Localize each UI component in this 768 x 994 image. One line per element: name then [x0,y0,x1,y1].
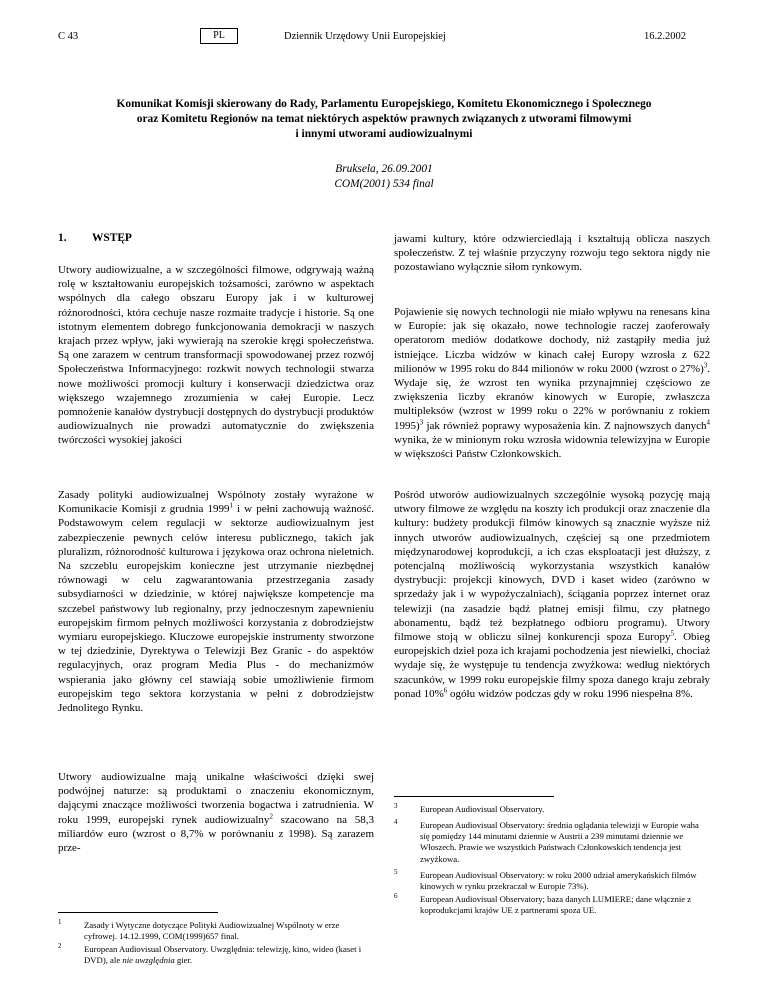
paragraph: Utwory audiowizualne, a w szczególności filmowe, odgrywają ważną rolę w kształtowaniu europejskich tożsamości, zarówno w aspektach wspólnych dla całego obszaru Europy jak i w kulturowej różnorodności, która cechuje nasze rozmaite tradycje i historie. Są one istotnym elementem dobrego funkcjonowania demokracji w naszych krajach przez wpływ, jaki wywierają na szerokie kręgi społeczeństwa. Są one zarazem w centrum transformacji spowodowanej przez rozwój Społeczeństwa Informacyjnego: rozkwit nowych technologii stwarza nowe możliwości promocji kultury i konserwacji dziedzictwa oraz większego wzajemnego zrozumienia w całej Europie. Lecz pomnożenie kanałów dystrybucji dostępnych do dystrybucji produktów audiowizualnych nie prowadzi automatycznie do zwiększenia twórczości wysokiej jakości [58,264,374,447]
document-reference: COM(2001) 534 final [334,178,434,190]
footnote: 3 European Audiovisual Observatory. [394,802,545,814]
footnote: 5 European Audiovisual Observatory: w roku 2000 udział amerykańskich filmów kinowych w rynku przekraczał w Europie 73%). [394,868,697,892]
footnote-separator [394,796,554,797]
place-date: Bruksela, 26.09.2001 [335,163,433,175]
footnote: 6 European Audiovisual Observatory; baza danych LUMIERE; dane włącznie z koprodukcjami krajów UE z partnerami spoza UE. [394,892,692,916]
paragraph: Pojawienie się nowych technologii nie miało wpływu na renesans kina w Europie: jak się okazało, nowe technologie raczej zaoferowały operatorom mediów dodatkowe dochody, niż zastąpiły media już istniejące. Liczba widzów w kinach całej Europy wzrosła z 622 milionów w 1995 roku do 844 milionów w roku 2000 (wzrost o 27%)$^3$. Wydaje się, że wzrost ten wynika przynajmniej częściowo ze zwiększenia liczby ekranów kinowych w Europie, zwłaszcza multipleksów (wzrost w 1999 roku o 22% w porównaniu z rokiem 1995)$^3$ jak również poprawy wyposażenia kin. Z najnowszych danych$^4$ wynika, że w minionym roku wzrosła widownia telewizyjna w Europie w większości Państw Członkowskich. [394,306,710,461]
footnote-ref: 2 [269,811,273,820]
footnote: 4 European Audiovisual Observatory: średnia oglądania telewizji w Europie waha się pomiędzy 144 minutami dziennie w Austrii a 239 minutami dziennie we Włoszech. Prawie we wszystkich Państwach Członkowskich tendencja jest zwyżkowa. [394,818,699,864]
section-title: WSTĘP [92,232,132,244]
paragraph: jawami kultury, które odzwierciedlają i kształtują oblicza naszych społeczeństw. Z tej właśnie przyczyny rozwoju tego sektora nigdy nie pozostawiano wyłącznie siłom rynkowym. [394,233,710,274]
language-code: PL [200,28,238,44]
page-number: C 43 [58,31,79,42]
title-line: oraz Komitetu Regionów na temat niektórych aspektów prawnych związanych z utworami filmowymi [136,113,632,125]
paragraph: Zasady polityki audiowizualnej Wspólnoty zostały wyrażone w Komunikacie Komisji z grudnia 1999$^1$ i w pełni zachowują ważność. Podstawowym celem regulacji w sektorze audiowizualnym jest zabezpieczenie pewnych celów interesu publicznego, takich jak pluralizm, różnorodność kulturowa i językowa oraz ochrona nieletnich. Na szczeblu europejskim konieczne jest utrzymanie niezbędnej równowagi w celu zagwarantowania przestrzegania zasady subsydiarności w dziedzinie, w której największe kompetencje ma szczebel państwowy lub regionalny, przy jednoczesnym zapewnieniu europejskim firmom pełnych możliwości korzystania z dobrodziejstw wymiaru europejskiego. Kluczowe europejskie instrumenty stworzone w tej dziedzinie, Dyrektywa o Telewizji Bez Granic - do aspektów regulacyjnych, oraz program Media Plus - do mechanizmów wspierania jako główny cel stawiają sobie umożliwienie firmom europejskim tego sektora korzystania w pełni z dobrodziejstw Jednolitego Rynku. [58,489,374,715]
title-line: i innymi utworami audiowizualnymi [295,128,473,140]
title-line: Komunikat Komisji skierowany do Rady, Parlamentu Europejskiego, Komitetu Ekonomicznego i Społecznego [116,98,652,110]
paragraph: Pośród utworów audiowizualnych szczególnie wysoką pozycję mają utwory filmowe ze względu na koszty ich produkcji oraz znaczenie dla kultury: budżety produkcji filmów kinowych są znacznie wyższe niż innych utworów audiowizualnych, częściej są one przedmiotem międzynarodowej koprodukcji, a ich czas eksploatacji jest dłuższy, z potencjalną możliwością wykorzystania wszystkich kanałów dystrybucji: projekcji kinowych, DVD i kaset wideo (zarówno w sprzedaży jak i w wypożyczalniach), ściągania poprzez internet oraz telewizji (na zasadzie bądź płatnej emisji filmu, czy płatnego abonamentu, bądź też bezpłatnego odbioru programu). Utwory filmowe stoją w obliczu silnej konkurencji spoza Europy$^5$. Obieg europejskich dzieł poza ich krajami pochodzenia jest niewielki, chociaż wydaje się, że występuje tu tendencja zwyżkowa: według niektórych szacunków, w 1999 roku europejskie filmy spoza danego kraju zebrały ponad 10%$^6$ ogółu widzów podczas gdy w roku 1996 niespełna 8%. [394,489,710,700]
footnote-separator [58,912,218,913]
footnote: 2 European Audiovisual Observatory. Uwzględnia: telewizję, kino, wideo (kaset i DVD), ale nie uwzględnia gier. [58,942,362,966]
journal-title: Dziennik Urzędowy Unii Europejskiej [284,31,446,42]
section-number: 1. [58,232,67,244]
left-column [58,0,374,994]
footnote-ref: 1 [229,501,233,510]
paragraph: Utwory audiowizualne mają unikalne właściwości dzięki swej podwójnej naturze: są produktami o znaczeniu ekonomicznym, dającymi znaczące możliwości tworzenia bogactwa i zatrudnienia. W roku 1999, europejski rynek audiowizualny$^2$ szacowano na 58,3 miliardów euro (wzrost o 8,7% w porównaniu z 1998). Są zarazem prze- [58,771,374,855]
publication-date: 16.2.2002 [644,31,686,42]
footnote: 1 Zasady i Wytyczne dotyczące Polityki Audiowizualnej Wspólnoty w erze cyfrowej. 14.12.1999, COM(1999)657 final. [58,918,340,942]
